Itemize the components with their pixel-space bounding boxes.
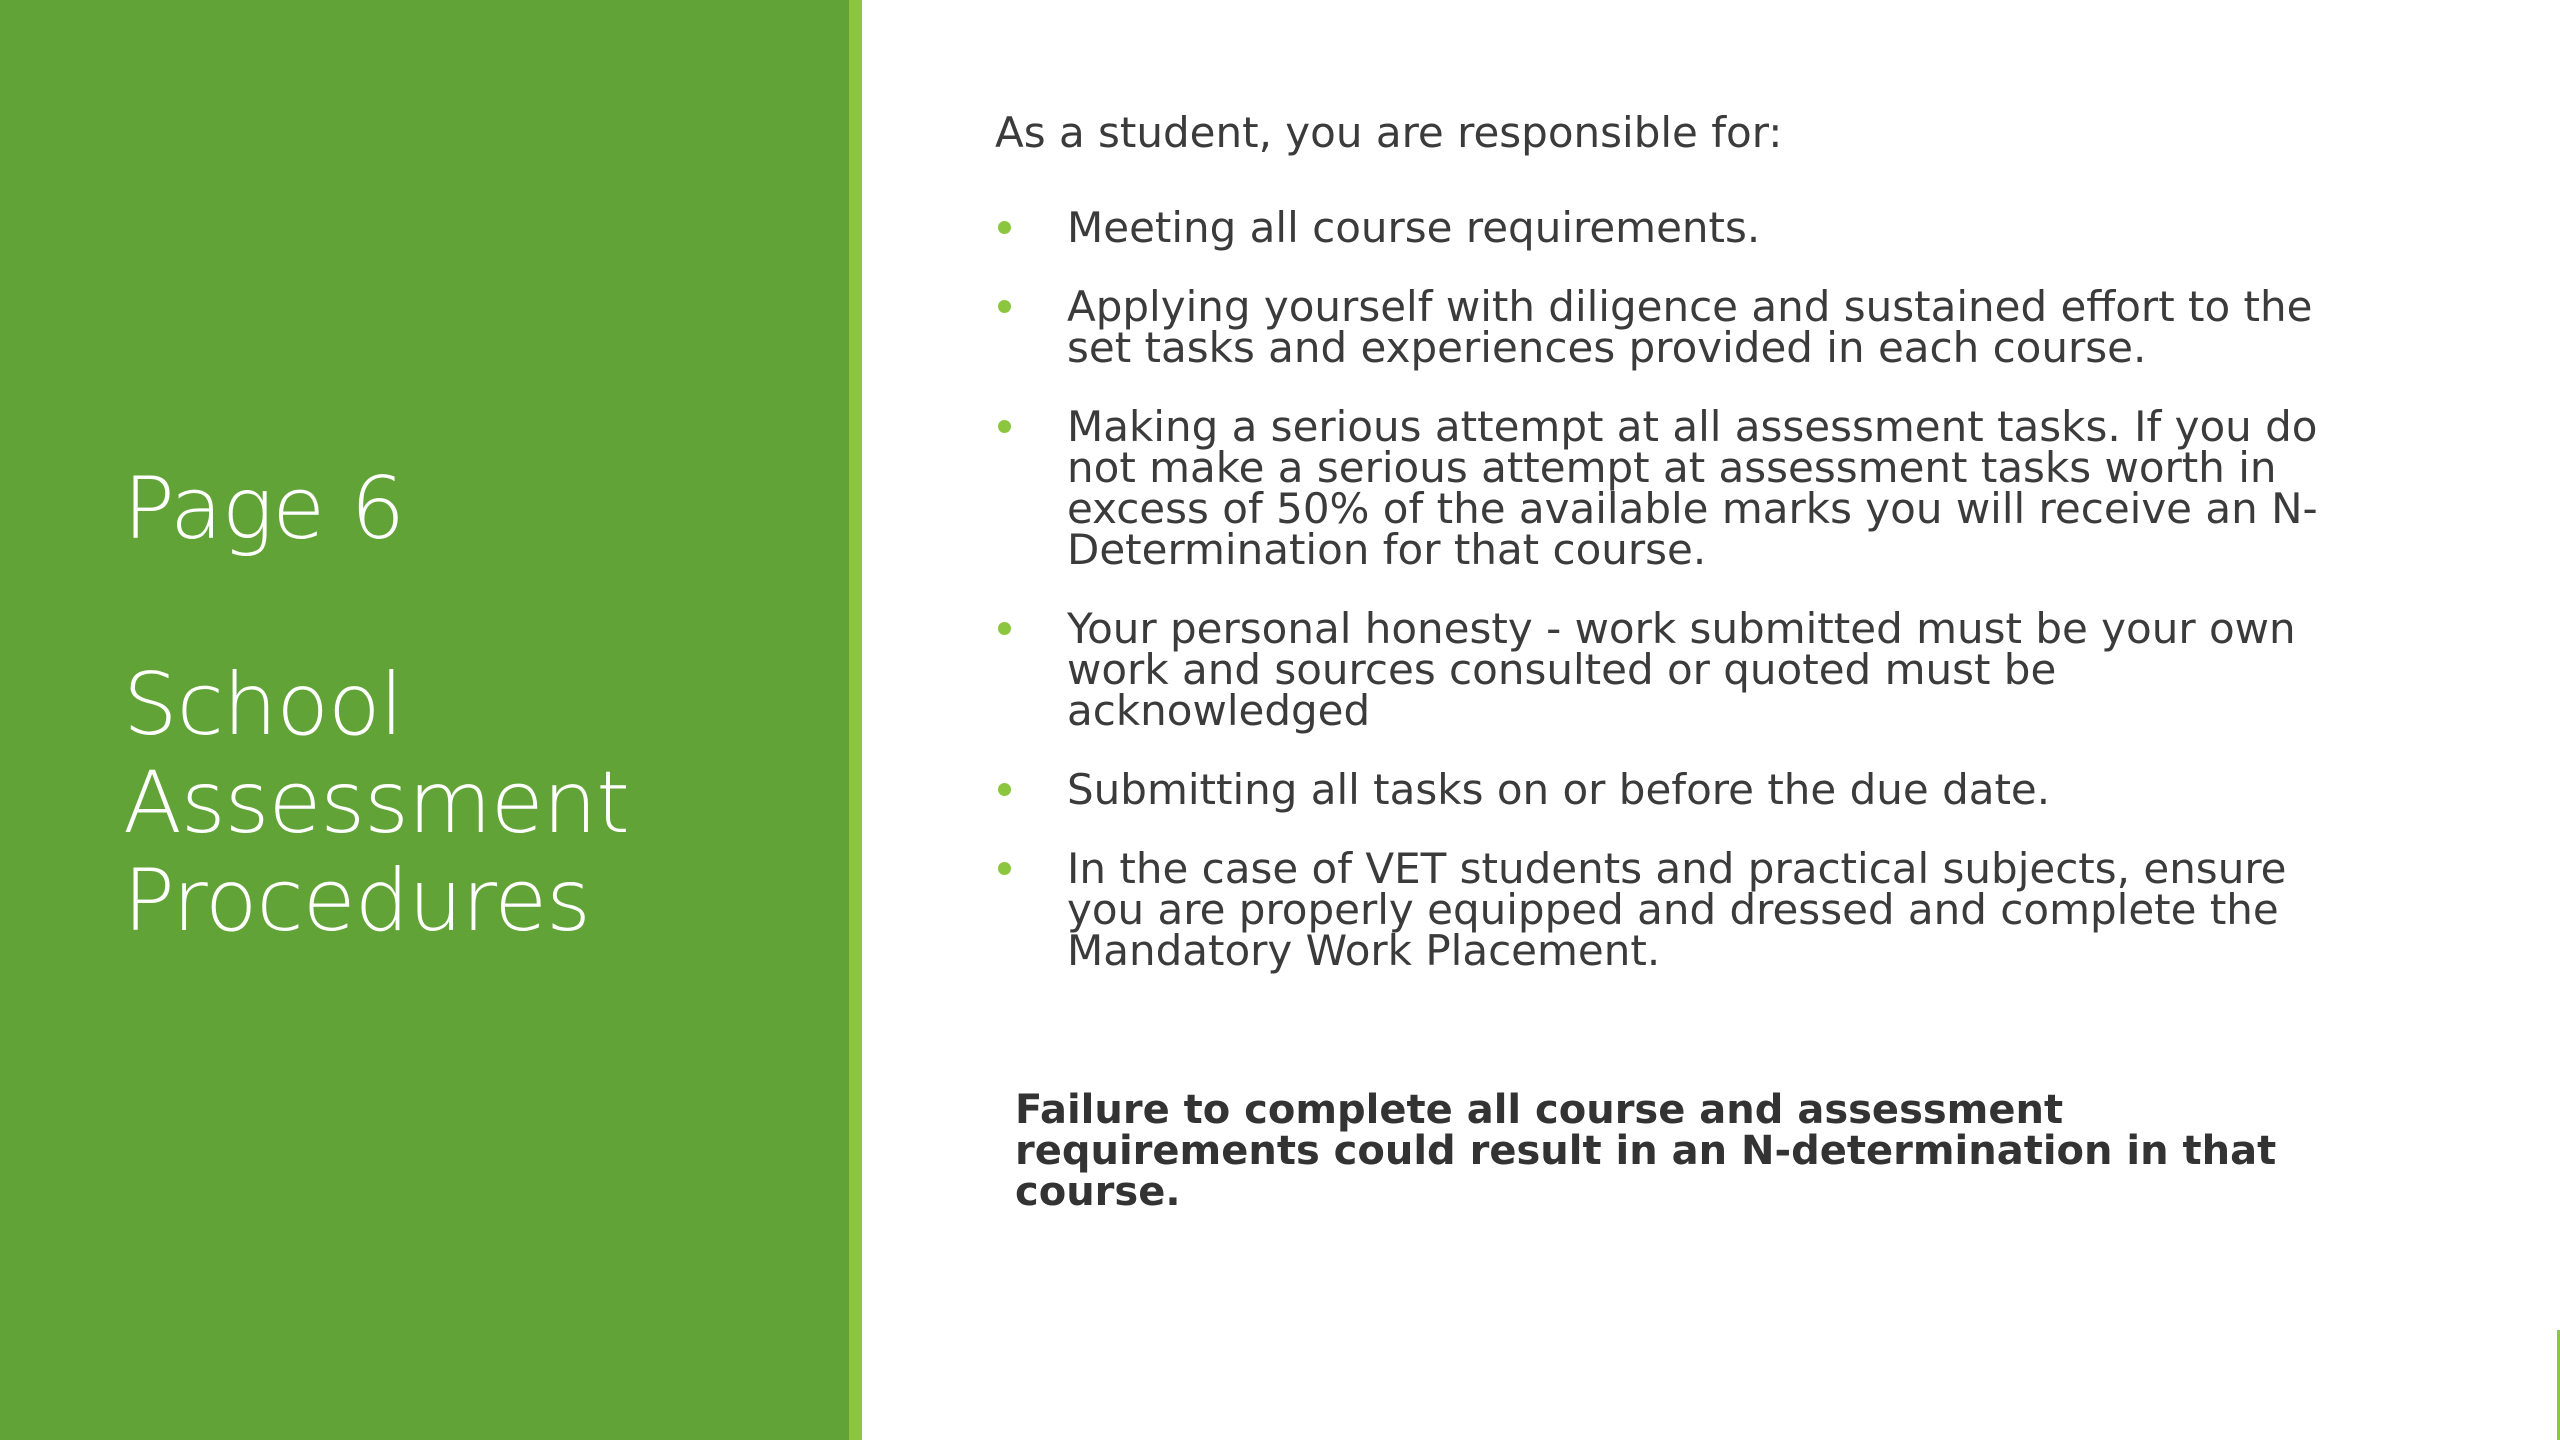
list-item [995,402,2345,574]
list-item-text: Your personal honesty - work submitted must be your own work and sources consulted or quoted must be acknowledged [1067,604,2296,735]
list-item-text: Submitting all tasks on or before the due date. [1067,765,2051,814]
accent-divider [849,0,862,1440]
heading-line: Assessment [123,753,629,853]
list-item-text: In the case of VET students and practical subjects, ensure you are properly equipped and dressed and complete the Mandatory Work Placement. [1067,844,2287,975]
intro-text: As a student, you are responsible for: [995,108,1783,157]
list-item [995,203,2345,252]
heading-line: School [123,655,403,755]
list-item [995,604,2345,735]
bullet-icon [998,420,1011,433]
page-label: Page 6 [123,459,405,559]
list-item [995,282,2345,372]
list-item-text: Applying yourself with diligence and sustained effort to the set tasks and experiences provided in each course. [1067,282,2313,372]
list-item-text: Meeting all course requirements. [1067,203,1761,252]
responsibility-list [995,203,2345,975]
warning-text: Failure to complete all course and assessment requirements could result in an N-determination in that course. [1015,1087,2277,1215]
bullet-icon [998,862,1011,875]
list-item-text: Making a serious attempt at all assessment tasks. If you do not make a serious attempt at assessment tasks worth in excess of 50% of the available marks you will receive an N-Determination for that course. [1067,402,2318,574]
content-area [995,108,2345,1009]
heading-line: Procedures [123,851,590,951]
bullet-icon [998,783,1011,796]
slide-title [123,460,803,950]
list-item [995,765,2345,814]
bullet-icon [998,622,1011,635]
bullet-icon [998,300,1011,313]
bullet-icon [998,221,1011,234]
list-item [995,844,2345,975]
